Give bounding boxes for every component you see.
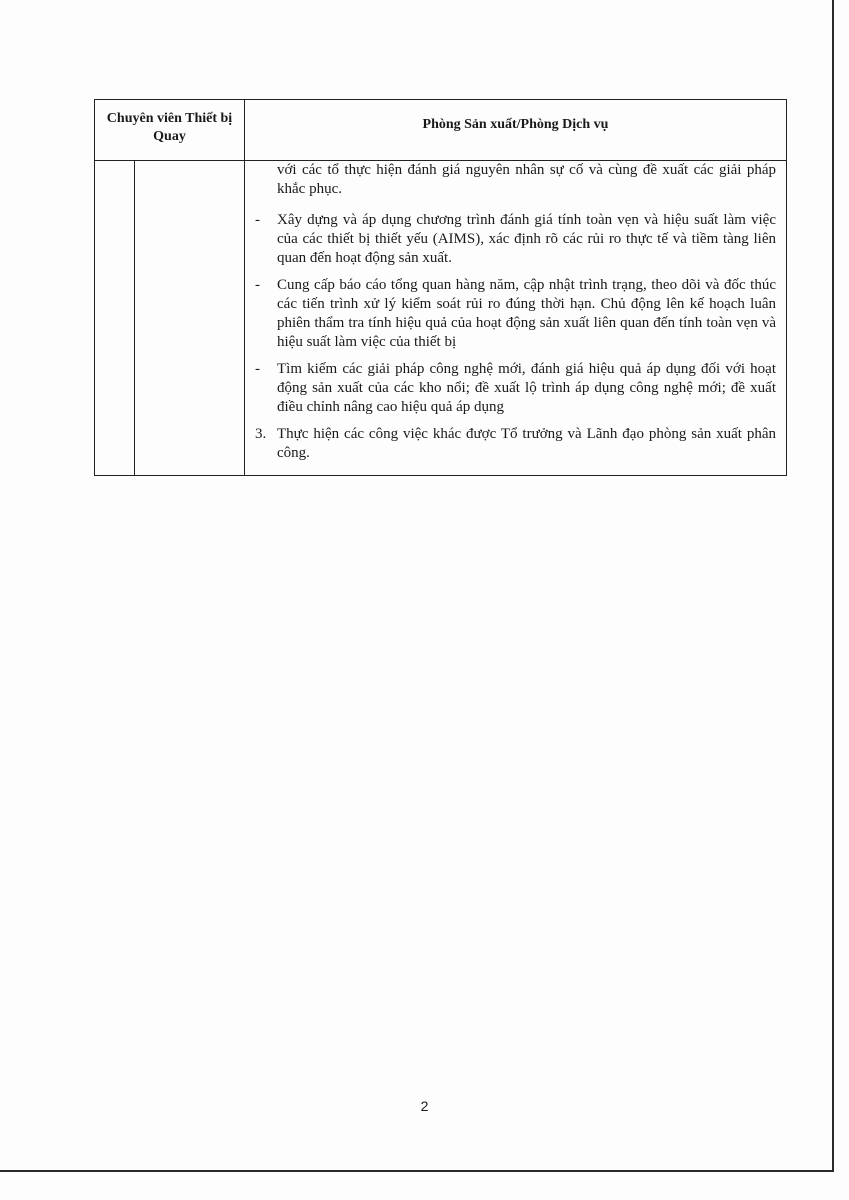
numbered-item bbox=[255, 425, 776, 463]
list-item-text: Xây dựng và áp dụng chương trình đánh giá tính toàn vẹn và hiệu suất làm việc của các thiết bị thiết yếu (AIMS), xác định rõ các rủi ro thực tế và tiềm tàng liên quan đến hoạt động sản xuất. bbox=[277, 212, 776, 266]
empty-cell-position bbox=[135, 161, 245, 476]
scan-border-bottom bbox=[0, 1170, 834, 1172]
page-number: 2 bbox=[420, 1098, 429, 1114]
list-item bbox=[255, 211, 776, 268]
empty-cell-index bbox=[95, 161, 135, 476]
list-item-text: Cung cấp báo cáo tổng quan hàng năm, cập nhật trình trạng, theo dõi và đốc thúc các tiến trình xử lý kiểm soát rủi ro đúng thời hạn. Chủ động lên kế hoạch luân phiên thẩm tra tính hiệu quả của hoạt động sản xuất liên quan đến tính toàn vẹn và hiệu suất làm việc của thiết bị bbox=[277, 277, 776, 350]
bullet-marker: - bbox=[255, 277, 260, 293]
duties-cell bbox=[245, 161, 787, 476]
bullet-marker: - bbox=[255, 212, 260, 228]
list-item-text: Tìm kiếm các giải pháp công nghệ mới, đánh giá hiệu quả áp dụng đối với hoạt động sản xuất của các kho nổi; đề xuất lộ trình áp dụng công nghệ mới; đề xuất điều chỉnh nâng cao hiệu quả áp dụng bbox=[277, 361, 776, 415]
numbered-item-text: Thực hiện các công việc khác được Tổ trưởng và Lãnh đạo phòng sản xuất phân công. bbox=[277, 426, 776, 461]
list-item bbox=[255, 360, 776, 417]
scan-border-right bbox=[832, 0, 834, 1172]
header-position: Chuyên viên Thiết bị Quay bbox=[95, 100, 245, 161]
number-marker: 3. bbox=[255, 426, 267, 442]
bullet-marker: - bbox=[255, 361, 260, 377]
continuation-text: với các tổ thực hiện đánh giá nguyên nhân sự cố và cùng đề xuất các giải pháp khắc phục. bbox=[277, 162, 776, 197]
header-department: Phòng Sản xuất/Phòng Dịch vụ bbox=[245, 100, 787, 161]
duties-table bbox=[94, 99, 787, 476]
table-body-row bbox=[95, 161, 787, 476]
list-item bbox=[255, 276, 776, 352]
table-header-row bbox=[95, 100, 787, 161]
